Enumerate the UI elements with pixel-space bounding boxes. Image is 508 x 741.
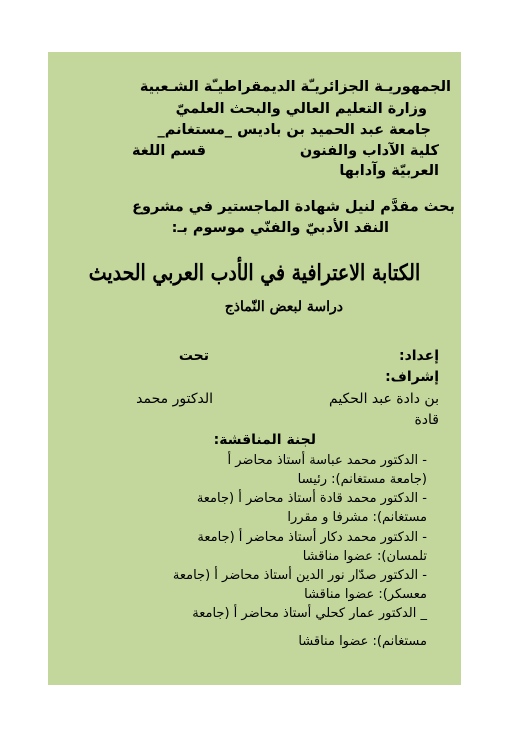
committee-line: - الدكتور محمد عباسة أستاذ محاضر أ [227,453,427,468]
supervision-label-part1: تحت [178,348,209,364]
committee-line: مستغانم): عضوا مناقشا [298,634,427,649]
supervisor-name-part2: قادة [414,412,439,428]
department-name-part1: قسم اللغة [132,143,206,159]
university-name: جامعة عبد الحميد بن باديس _مستغانم_ [157,122,431,138]
prepared-by-label: إعداد: [398,348,439,364]
faculty-name: كلية الآداب والفنون [299,143,439,159]
republic-name: الجمهوريـة الجزائريـّة الديمقراطيـّة الشـعبية [139,79,451,95]
committee-label: لجنة المناقشة: [213,432,316,448]
committee-line: مستغانم): مشرفا و مقررا [287,510,427,525]
ministry-name: وزارة التعليم العالي والبحث العلميّ [175,101,427,117]
thesis-title: الكتابة الاعترافية في الأدب العربي الحديث [88,260,421,286]
committee-line: (جامعة مستغانم): رئيسا [297,472,427,487]
cover-panel [48,52,461,685]
supervision-label-part2: إشراف: [385,369,439,385]
committee-line: تلمسان): عضوا مناقشا [302,549,427,564]
supervisor-name-part1: الدكتور محمد [136,391,213,407]
committee-line: - الدكتور محمد قادة أستاذ محاضر أ (جامعة [196,491,427,506]
thesis-purpose-line1: بحث مقدَّم لنيل شهادة الماجستير في مشروع [132,199,455,215]
committee-line: معسكر): عضوا مناقشا [304,587,427,602]
student-name: بن دادة عبد الحكيم [329,391,439,407]
thesis-subtitle: دراسة لبعض النّماذج [224,299,343,315]
committee-line: - الدكتور صدّار نور الدين أستاذ محاضر أ (جامعة [172,568,427,583]
thesis-purpose-line2: النقد الأدبيّ والفنّي موسوم بـ: [171,220,389,236]
committee-line: _ الدكتور عمار كحلي أستاذ محاضر أ (جامعة [192,606,427,621]
committee-line: - الدكتور محمد دكار أستاذ محاضر أ (جامعة [197,530,427,545]
department-name-part2: العربيّة وآدابها [339,163,439,179]
